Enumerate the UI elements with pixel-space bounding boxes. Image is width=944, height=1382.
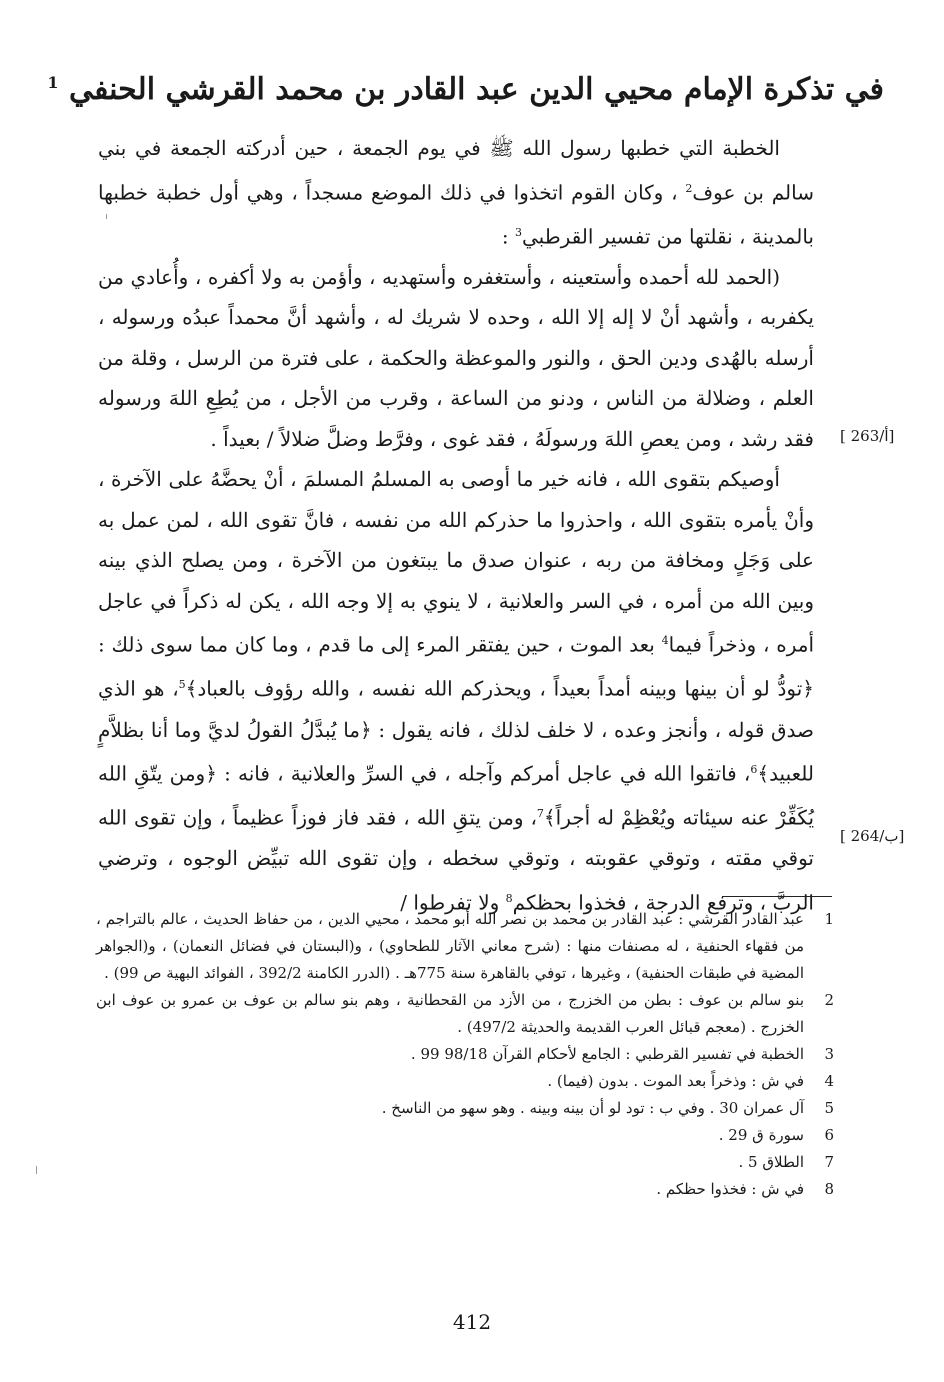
footnote-item (96, 1149, 834, 1176)
footnote-number: 5 (824, 1099, 834, 1117)
footnote-number: 3 (824, 1045, 834, 1063)
footnote-ref-5: 5 (178, 678, 186, 692)
footnote-text: في ش : فخذوا حظكم . (656, 1180, 804, 1198)
paragraph-wasiyya (98, 459, 814, 923)
footnote-item (96, 1041, 834, 1068)
intro-text-3: : (501, 224, 515, 249)
footnote-number: 1 (824, 910, 834, 928)
footnote-text: في ش : وذخراً بعد الموت . بدون (فيما) . (547, 1072, 804, 1090)
title-footnote-ref: 1 (47, 73, 59, 92)
footnote-ref-6: 6 (750, 763, 758, 777)
hamd-text: (الحمد لله أحمده وأستعينه ، وأستغفره وأستهديه ، وأؤمن به ولا أكفره ، وأُعادي من يكفربه ، وأشهد أنْ لا إله إلا الله ، وحده لا شريك له ، وأشهد أنَّ محمداً عبدُه ورسوله ، أرسله بالهُدى ودين الحق ، والنور والموعظة والحكمة ، على فترة من الرسل ، وقلة من العلم ، وضلالة من الناس ، ودنو من الساعة ، وقرب من الأجل ، من يُطِعِ اللهَ ورسوله فقد رشد ، ومن يعصِ اللهَ ورسولَهُ ، فقد غوى ، وفرَّط وضلَّ ضلالاً / بعيداً . (98, 264, 814, 451)
footnote-item (96, 987, 834, 1041)
footnote-number: 8 (824, 1180, 834, 1198)
footnote-ref-2: 2 (685, 181, 693, 195)
footnote-number: 4 (824, 1072, 834, 1090)
manuscript-folio-marker: [ 263/أ] (840, 427, 895, 445)
title-text: في تذكرة الإمام محيي الدين عبد القادر بن محمد القرشي الحنفي (68, 72, 884, 107)
wasiyya-text-2: بعد الموت ، حين يفتقر المرء إلى ما قدم ، وما كان مما سوى ذلك : ﴿تودُّ لو أن بينها وبينه أمداً بعيداً ، ويحذركم الله نفسه ، والله رؤوف بالعباد﴾ (98, 632, 814, 702)
footnote-number: 7 (824, 1153, 834, 1171)
footnote-separator (722, 896, 832, 897)
page-title (47, 60, 884, 113)
footnote-text: الطلاق 5 . (738, 1153, 804, 1171)
footnote-number: 2 (824, 991, 834, 1009)
manuscript-folio-marker: [ 264/ب] (840, 827, 905, 845)
footnote-text: آل عمران 30 . وفي ب : تود لو أن بينه وبينه . وهو سهو من الناسخ . (381, 1099, 804, 1117)
wasiyya-text-4: ، فاتقوا الله في عاجل أمركم وآجله ، في السرِّ والعلانية ، فانه : ﴿ومن يتّقِ الله يُكَفِّرْ عنه سيئاته ويُعْظِمْ له أجراً﴾ (98, 761, 815, 830)
footnote-text: سورة ق 29 . (718, 1126, 804, 1144)
intro-text-1: الخطبة التي خطبها رسول الله ﷺ في يوم الجمعة ، حين أدركته الجمعة في بني سالم بن عوف (98, 136, 814, 205)
intro-text-2: ، وكان القوم اتخذوا في ذلك الموضع مسجداً ، وهي أول خطبة خطبها بالمدينة ، نقلتها من تفسير القرطبي (98, 180, 814, 249)
footnote-text: الخطبة في تفسير القرطبي : الجامع لأحكام القرآن 98/18 99 . (410, 1045, 804, 1063)
footnote-item (96, 906, 834, 987)
page-number: 412 (452, 1310, 492, 1334)
wasiyya-text-6: ولا تفرطوا / (400, 890, 506, 915)
footnote-ref-8: 8 (505, 891, 513, 905)
footnote-text: بنو سالم بن عوف : بطن من الخزرج ، من الأزد من القحطانية ، وهم بنو سالم بن عوف بن عمرو بن عوف ابن الخزرج . (معجم قبائل العرب القديمة والحديثة 497/2) . (96, 991, 804, 1036)
footnote-number: 6 (824, 1126, 834, 1144)
paper-mark (36, 1166, 37, 1174)
paragraph-intro (98, 128, 814, 257)
footnote-item (96, 1176, 834, 1203)
footnote-item (96, 1122, 834, 1149)
footnote-ref-3: 3 (515, 225, 522, 239)
footnote-item (96, 1068, 834, 1095)
footnote-ref-7: 7 (536, 807, 544, 821)
footnotes (96, 906, 834, 1203)
footnote-text: عبد القادر القرشي : عبد القادر بن محمد بن نصر الله أبو محمد ، محيي الدين ، من حفاظ الحديث ، عالم بالتراجم ، من فقهاء الحنفية ، له مصنفات منها : (شرح معاني الآثار للطحاوي) ، و(البستان في فضائل النعمان) ، و(الجواهر المضية في طبقات الحنفية) ، وغيرها ، توفي بالقاهرة سنة 775هـ . (الدرر الكامنة 392/2 ، الفوائد البهية ص 99) . (96, 910, 804, 982)
wasiyya-text-1: أوصيكم بتقوى الله ، فانه خير ما أوصى به المسلمُ المسلمَ ، أنْ يحضَّهُ على الآخرة ، وأنْ يأمره بتقوى الله ، واحذروا ما حذركم الله من نفسه ، فانَّ تقوى الله ، لمن عمل به على وَجَلٍ ومخافة من ربه ، عنوان صدق ما يبتغون من الآخرة ، ومن يصلح الذي بينه وبين الله من أمره ، في السر والعلانية ، لا ينوي به إلا وجه الله ، يكن له ذكراً في عاجل أمره ، وذخراً فيما (98, 467, 815, 657)
main-text (98, 128, 814, 923)
footnote-item (96, 1095, 834, 1122)
footnote-ref-4: 4 (661, 634, 669, 648)
wasiyya-text-3: ، هو الذي صدق قوله ، وأنجز وعده ، لا خلف لذلك ، فانه يقول : ﴿ما يُبدَّلُ القولُ لديَّ وما أنا بظلاَّمٍ للعبيد﴾ (98, 677, 814, 786)
paragraph-hamd (98, 257, 814, 460)
wasiyya-text-5: ، ومن يتقِ الله ، فقد فاز فوزاً عظيماً ، وإن تقوى الله توقي مقته ، وتوقي عقوبته ، وتوقي سخطه ، وإن تقوى الله تبيِّض الوجوه ، وترضي الربَّ ، وترفع الدرجة ، فخذوا بحظكم (98, 805, 814, 915)
